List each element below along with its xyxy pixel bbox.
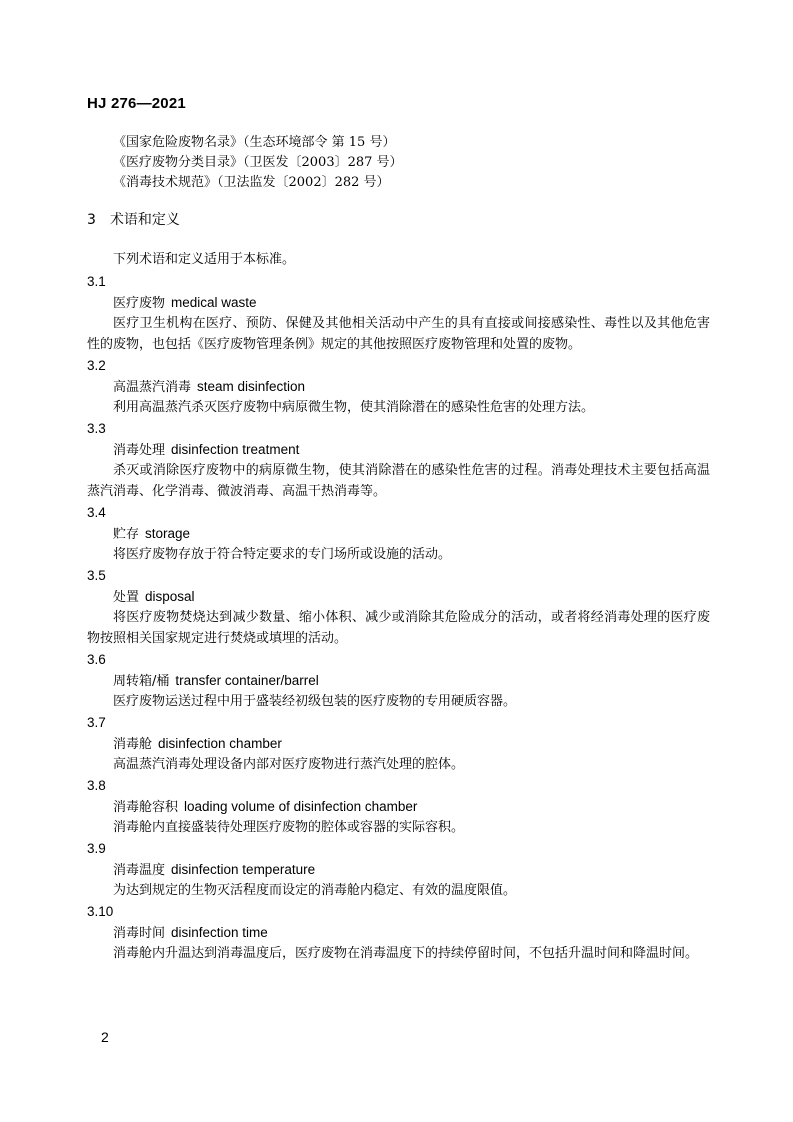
term-name: [87, 523, 710, 544]
term-number: 3.10: [87, 904, 114, 919]
term-entry: [87, 712, 710, 775]
term-number: 3.3: [87, 421, 106, 436]
reference-item: 《国家危险废物名录》（生态环境部令 第 15 号）: [113, 135, 396, 150]
term-definition: 为达到规定的生物灭活程度而设定的消毒舱内稳定、有效的温度限值。: [113, 883, 517, 898]
page-number: 2: [101, 1029, 109, 1045]
term-entry: [87, 775, 710, 838]
term-entry: [87, 271, 710, 355]
term-definition: 利用高温蒸汽杀灭医疗废物中病原微生物，使其消除潜在的感染性危害的处理方法。: [113, 400, 595, 415]
term-name-en: disposal: [145, 589, 195, 604]
term-definition: 消毒舱内直接盛装待处理医疗废物的腔体或容器的实际容积。: [113, 820, 465, 835]
term-name-en: storage: [145, 526, 191, 541]
term-name-en: loading volume of disinfection chamber: [184, 799, 418, 814]
section-number: 3: [87, 212, 96, 228]
term-number: 3.7: [87, 715, 106, 730]
section-title: 术语和定义: [109, 212, 180, 228]
term-name: [87, 733, 710, 754]
term-name-en: transfer container/barrel: [175, 673, 319, 688]
term-entry: [87, 649, 710, 712]
term-name-en: disinfection chamber: [158, 736, 282, 751]
term-name-en: medical waste: [171, 295, 257, 310]
term-definition: 消毒舱内升温达到消毒温度后，医疗废物在消毒温度下的持续停留时间，不包括升温时间和降温时间。: [113, 946, 699, 961]
term-entry: [87, 901, 710, 964]
term-name-cn: 消毒处理: [113, 443, 166, 458]
term-name-cn: 高温蒸汽消毒: [113, 380, 192, 395]
term-definition: 将医疗废物存放于符合特定要求的专门场所或设施的活动。: [113, 547, 452, 562]
reference-item: 《消毒技术规范》（卫法监发〔2002〕282 号）: [113, 175, 390, 190]
term-name: [87, 670, 710, 691]
term-name: [87, 439, 710, 460]
term-name: [87, 859, 710, 880]
term-name-en: disinfection temperature: [171, 862, 316, 877]
reference-item: 《医疗废物分类目录》（卫医发〔2003〕287 号）: [113, 155, 403, 170]
term-definition: 杀灭或消除医疗废物中的病原微生物，使其消除潜在的感染性危害的过程。消毒处理技术主要包括高温蒸汽消毒、化学消毒、微波消毒、高温干热消毒等。: [87, 463, 710, 499]
term-number: 3.6: [87, 652, 106, 667]
term-name-cn: 处置: [113, 590, 140, 605]
term-name: [87, 922, 710, 943]
term-name: [87, 292, 710, 313]
term-name-en: steam disinfection: [197, 379, 306, 394]
section-heading: [87, 209, 180, 229]
term-number: 3.5: [87, 568, 106, 583]
term-number: 3.8: [87, 778, 106, 793]
term-name-cn: 周转箱/桶: [113, 674, 170, 689]
term-entry: [87, 502, 710, 565]
term-name: [87, 796, 710, 817]
term-name-cn: 消毒舱: [113, 737, 153, 752]
term-number: 3.4: [87, 505, 106, 520]
term-number: 3.2: [87, 358, 106, 373]
term-definition: 高温蒸汽消毒处理设备内部对医疗废物进行蒸汽处理的腔体。: [113, 757, 465, 772]
term-name-cn: 消毒舱容积: [113, 800, 179, 815]
term-definition: 将医疗废物焚烧达到减少数量、缩小体积、减少或消除其危险成分的活动，或者将经消毒处理的医疗废物按照相关国家规定进行焚烧或填埋的活动。: [87, 610, 710, 646]
term-name-cn: 医疗废物: [113, 296, 166, 311]
terms-list: [87, 271, 710, 964]
term-definition: 医疗卫生机构在医疗、预防、保健及其他相关活动中产生的具有直接或间接感染性、毒性以及其他危害性的废物，也包括《医疗废物管理条例》规定的其他按照医疗废物管理和处置的废物。: [87, 316, 710, 352]
term-entry: [87, 838, 710, 901]
term-entry: [87, 565, 710, 649]
term-name-cn: 消毒温度: [113, 863, 166, 878]
document-id: HJ 276—2021: [87, 95, 186, 112]
term-name: [87, 376, 710, 397]
term-name: [87, 586, 710, 607]
term-entry: [87, 418, 710, 502]
term-number: 3.9: [87, 841, 106, 856]
term-definition: 医疗废物运送过程中用于盛装经初级包装的医疗废物的专用硬质容器。: [113, 694, 517, 709]
term-name-en: disinfection time: [171, 925, 268, 940]
term-entry: [87, 355, 710, 418]
reference-list: [113, 133, 403, 193]
term-name-cn: 消毒时间: [113, 926, 166, 941]
section-intro: 下列术语和定义适用于本标准。: [113, 252, 296, 267]
term-name-en: disinfection treatment: [171, 442, 300, 457]
term-number: 3.1: [87, 274, 106, 289]
term-name-cn: 贮存: [113, 527, 140, 542]
